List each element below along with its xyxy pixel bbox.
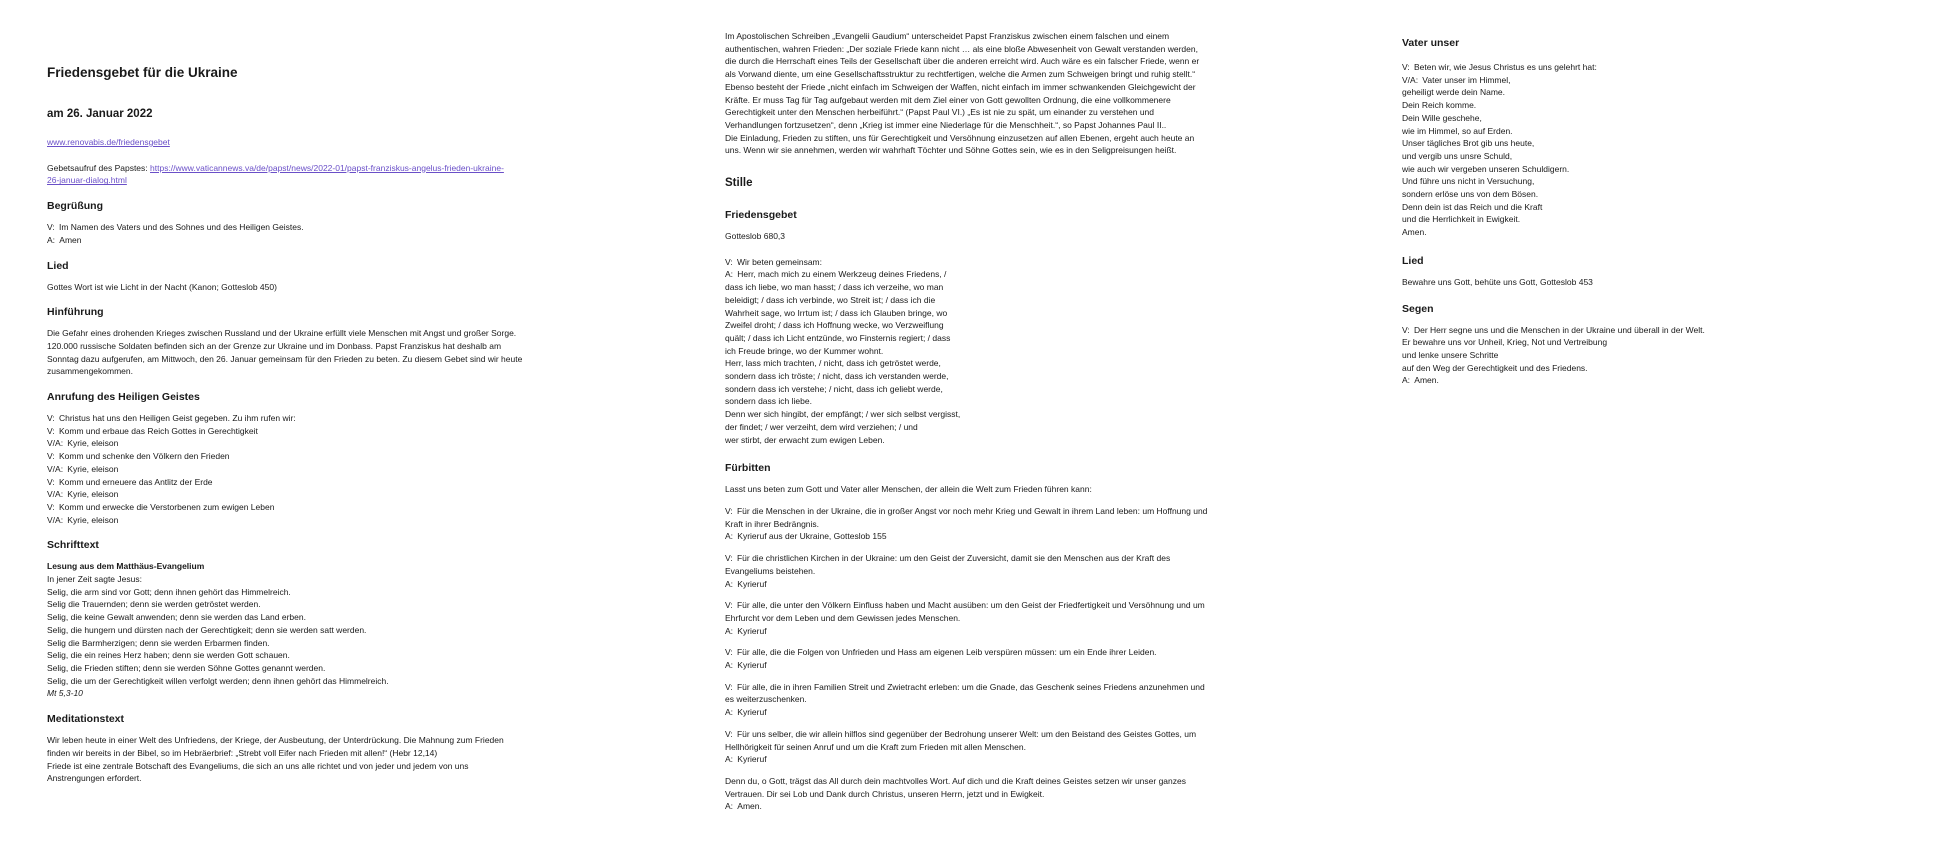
column-1: [47, 65, 567, 792]
lied-text: Gottes Wort ist wie Licht in der Nacht (Kanon; Gotteslob 450): [47, 281, 277, 292]
scripture-reference: Mt 5,3‑10: [47, 688, 83, 699]
fuerbitte-item: V: Für alle, die in ihren Familien Streit und Zwietracht erleben: um die Gnade, das Geschenk seines Friedens anzunehmen und es weiterzuschenken. A: Kyrieruf: [725, 681, 1205, 718]
aufruf-paragraph: [47, 162, 567, 187]
vaterunser-text: V: Beten wir, wie Jesus Christus es uns gelehrt hat: V/A: Vater unser im Himmel, geheiligt werde dein Name. Dein Reich komme. Dein Wille geschehe, wie im Himmel, so auf Erden. Unser tägliches Brot gib uns heute, und vergib uns unsre Schuld, wie auch wir vergeben unseren Schuldigern. Und führe uns nicht in Versuchung, sondern erlöse uns von dem Bösen. Denn dein ist das Reich und die Kraft und die Herrlichkeit in Ewigkeit. Amen.: [1402, 62, 1597, 238]
anrufung-text: V: Christus hat uns den Heiligen Geist gegeben. Zu ihm rufen wir: V: Komm und erbaue das Reich Gottes in Gerechtigkeit V/A: Kyrie, eleison V: Komm und schenke den Völkern den Frieden V/A: Kyrie, eleison V: Komm und erneuere das Antlitz der Erde V/A: Kyrie, eleison V: Komm und erwecke die Verstorbenen zum ewigen Leben V/A: Kyrie, eleison: [47, 413, 296, 525]
aufruf-label: Gebetsaufruf des Papstes:: [47, 162, 151, 173]
stille-heading: Stille: [725, 177, 753, 190]
lied2-text: Bewahre uns Gott, behüte uns Gott, Gotteslob 453: [1402, 276, 1593, 287]
renovabis-link[interactable]: www.renovabis.de/friedensgebet: [47, 137, 170, 147]
intro-text: Im Apostolischen Schreiben „Evangelii Gaudium“ unterscheidet Papst Franziskus zwischen einem falschen und einem authentischen, wahren Frieden: „Der soziale Friede kann nicht … als eine bloße Abwesenheit von Gewalt verstanden werden, die durch die Herrschaft eines Teils der Gesellschaft über die anderen erreicht wird. Auch wäre es ein falscher Friede, wenn er als Vorwand diente, um eine Gesellschaftsstruktur zu rechtfertigen, welche die Armen zum Schweigen bringt und ruhig stellt.“ Ebenso besteht der Friede „nicht einfach im Schweigen der Waffen, nicht einfach im immer schwankenden Gleichgewicht der Kräfte. Er muss Tag für Tag aufgebaut werden mit dem Ziel einer von Gott gewollten Ordnung, die eine vollkommenere Gerechtigkeit unter den Menschen herbeiführt.“ (Papst Paul VI.) „Es ist nie zu spät, um einander zu verstehen und Verhandlungen fortzusetzen“, denn „Krieg ist immer eine Niederlage für die Menschheit.“, so Papst Johannes Paul II.. Die Einladung, Frieden zu stiften, uns für Gerechtigkeit und Versöhnung einzusetzen auf allen Ebenen, ergeht auch heute an uns. Wenn wir sie annehmen, werden wir wahrhaft Töchter und Söhne Gottes sein, wie es in den Seligpreisungen heißt.: [725, 31, 1200, 156]
renovabis-link-paragraph: [47, 136, 567, 149]
vaterunser-heading: Vater unser: [1402, 37, 1460, 49]
schrifttext-text: Lesung aus dem Matthäus-Evangelium In jener Zeit sagte Jesus: Selig, die arm sind vor Gott; denn ihnen gehört das Himmelreich. Selig die Trauernden; denn sie werden getröstet werden. Selig, die keine Gewalt anwenden; denn sie werden das Land erben. Selig, die hungern und dürsten nach der Gerechtigkeit; denn sie werden satt werden. Selig die Barmherzigen; denn sie werden Erbarmen finden. Selig, die ein reines Herz haben; denn sie werden Gott schauen. Selig, die Frieden stiften; denn sie werden Söhne Gottes genannt werden. Selig, die um der Gerechtigkeit willen verfolgt werden; denn ihnen gehört das Himmelreich. Mt 5,3‑10: [47, 560, 567, 700]
hinfuehrung-text: Die Gefahr eines drohenden Krieges zwischen Russland und der Ukraine erfüllt viele Menschen mit Angst und großer Sorge. 120.000 russische Soldaten befinden sich an der Grenze zur Ukraine und im Donbass. Papst Franziskus hat deshalb am Sonntag dazu aufgerufen, am Mittwoch, den 26. Januar gemeinsam für den Frieden zu beten. Zu diesem Gebet sind wir heute zusammengekommen.: [47, 328, 523, 377]
lied-heading: Lied: [47, 259, 69, 272]
lied2-heading: Lied: [1402, 254, 1424, 267]
date-heading: am 26. Januar 2022: [47, 108, 153, 120]
segen-text: V: Der Herr segne uns und die Menschen in der Ukraine und überall in der Welt. Er bewahre uns vor Unheil, Krieg, Not und Vertreibung und lenke unsere Schritte auf den Weg der Gerechtigkeit und des Friedens. A: Amen.: [1402, 324, 1705, 386]
fuerbitten-intro: Lasst uns beten zum Gott und Vater aller Menschen, der allein die Welt zum Frieden führen kann:: [725, 484, 1092, 495]
meditation-heading: Meditationstext: [47, 713, 125, 726]
begruessung-text: V: Im Namen des Vaters und des Sohnes und des Heiligen Geistes. A: Amen: [47, 222, 304, 245]
vaticannews-link[interactable]: https://www.vaticannews.va/de/papst/news/2022‑01/papst-franziskus-angelus-frieden-ukraine- 26-januar-dialog.html: [47, 162, 504, 186]
friedensgebet-ref: Gotteslob 680,3: [725, 231, 786, 242]
friedensgebet-text: V: Wir beten gemeinsam: A: Herr, mach mich zu einem Werkzeug deines Friedens, / dass ich liebe, wo man hasst; / dass ich verzeihe, wo man beleidigt; / dass ich verbinde, wo Streit ist; / dass ich die Wahrheit sage, wo Irrtum ist; / dass ich Glauben bringe, wo Zweifel droht; / dass ich Hoffnung wecke, wo Verzweiflung quält; / dass ich Licht entzünde, wo Finsternis regiert; / dass ich Freude bringe, wo der Kummer wohnt. Herr, lass mich trachten, / nicht, dass ich getröstet werde, sondern dass ich tröste; / nicht, dass ich verstanden werde, sondern dass ich verstehe; / nicht, dass ich geliebt werde, sondern dass ich liebe. Denn wer sich hingibt, der empfängt; / wer sich selbst vergisst, der findet; / wer verzeiht, dem wird verziehen; / und wer stirbt, der erwacht zum ewigen Leben.: [725, 256, 961, 445]
lesung-title: Lesung aus dem Matthäus-Evangelium: [47, 561, 205, 572]
fuerbitte-item: V: Für die christlichen Kirchen in der Ukraine: um den Geist der Zuversicht, damit sie den Menschen aus der Kraft des Evangeliums beistehen. A: Kyrieruf: [725, 553, 1171, 589]
column-2: [725, 30, 1235, 820]
friedensgebet-heading: Friedensgebet: [725, 209, 797, 222]
begruessung-heading: Begrüßung: [47, 200, 103, 213]
segen-heading: Segen: [1402, 302, 1434, 315]
meditation-text: Wir leben heute in einer Welt des Unfriedens, der Kriege, der Ausbeutung, der Unterdrückung. Die Mahnung zum Frieden finden wir bereits in der Bibel, so im Hebräerbrief: „Strebt voll Eifer nach Frieden mit allen!“ (Hebr 12,14) Friede ist eine zentrale Botschaft des Evangeliums, die sich an uns alle richtet und von jeder und jedem von uns Anstrengungen erfordert.: [47, 735, 504, 784]
fuerbitte-item: V: Für alle, die die Folgen von Unfrieden und Hass am eigenen Leib verspüren müssen: um ein Ende ihrer Leiden. A: Kyrieruf: [725, 647, 1157, 671]
fuerbitte-item: V: Für die Menschen in der Ukraine, die in großer Angst vor noch mehr Krieg und Gewalt in ihrem Land leben: um Hoffnung und Kraft in ihrer Bedrängnis. A: Kyrieruf aus der Ukraine, Gotteslob 155: [725, 505, 1208, 542]
anrufung-heading: Anrufung des Heiligen Geistes: [47, 391, 200, 404]
column-3: [1402, 37, 1802, 394]
page-title: Friedensgebet für die Ukraine: [47, 65, 238, 80]
hinfuehrung-heading: Hinführung: [47, 306, 104, 319]
fuerbitte-item: V: Für uns selber, die wir allein hilflos sind gegenüber der Bedrohung unserer Welt: um den Beistand des Geistes Gottes, um Hellhörigkeit für seinen Anruf und um die Kraft zum Frieden mit allen Menschen. A: Kyrieruf: [725, 728, 1197, 765]
schrifttext-heading: Schrifttext: [47, 539, 99, 552]
fuerbitte-item: V: Für alle, die unter den Völkern Einfluss haben und Macht ausüben: um den Geist der Friedfertigkeit und Versöhnung und um Ehrfurcht vor dem Leben und dem Gewissen jedes Menschen. A: Kyrieruf: [725, 600, 1205, 636]
fuerbitten-heading: Fürbitten: [725, 462, 771, 475]
fuerbitte-closing: Denn du, o Gott, trägst das All durch dein machtvolles Wort. Auf dich und die Kraft deines Geistes setzen wir unser ganzes Vertrauen. Dir sei Lob und Dank durch Christus, unseren Herrn, jetzt und in Ewigkeit. A: Amen.: [725, 775, 1186, 812]
